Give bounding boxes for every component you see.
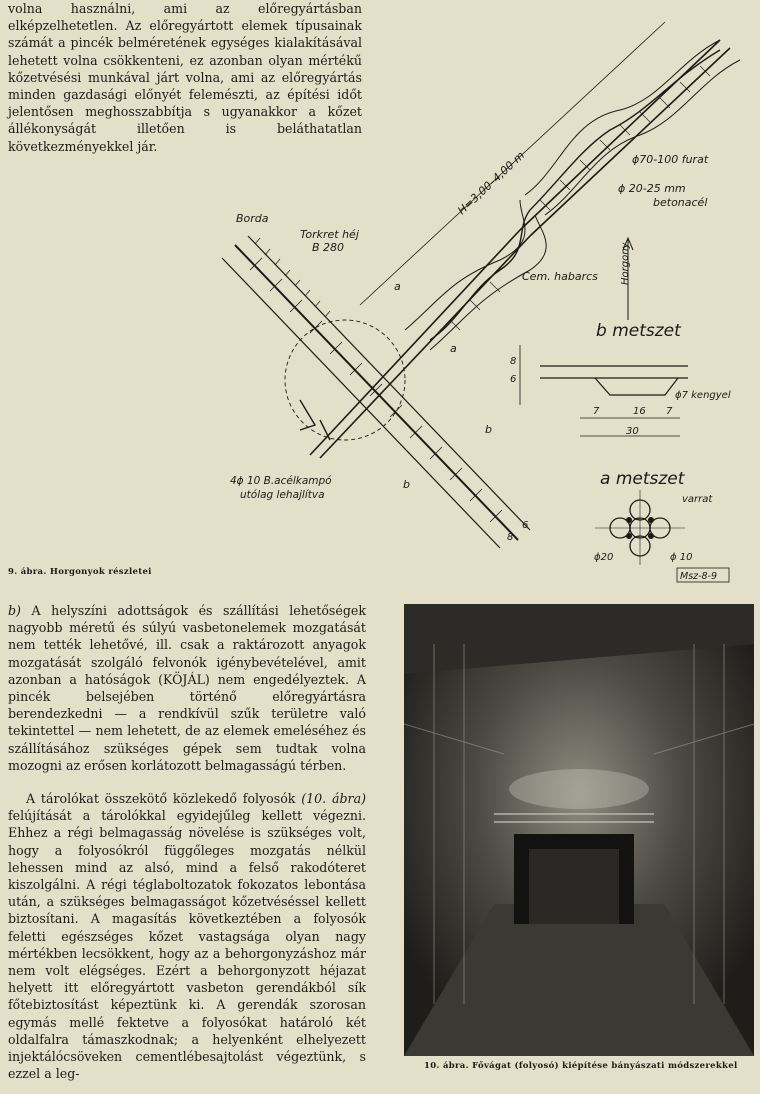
label-mortar: Cem. habarcs bbox=[522, 270, 598, 283]
label-d20: ϕ20 bbox=[594, 552, 614, 563]
paragraph-corridors-text: felújítását a tárolókkal egyidejűleg kellett végezni. Ehhez a régi belmagasság növelése is szükséges volt, hogy a folyosókról függőleges mozgatás nélkül lehessen mind az alsó, mind a felső rakodóteret kiszolgálni. A régi téglaboltozatok fokozatos lebontása után, a szükséges belmagasságot kőzetvéséssel kellett biztosítani. A magasítás következtében a folyosók feletti egészséges kőzet vastagsága olyan nagy mértékben lecsökkent, hogy az a behorgonyzáshoz már nem volt elégséges. Ezért a behorgonyzott héjazat helyett itt előregyártott vasbeton gerendákból sík főtebiztosítást képeztünk ki. A gerendák szorosan egymás mellé fektetve a folyosókat határoló két oldalfalra támaszkodnak; a helyenként elhelyezett injektálócsöveken cementlébesajtolást végeztünk, s ezzel a leg- bbox=[8, 808, 366, 1082]
paragraph-b bbox=[8, 602, 366, 774]
figure-10-caption: 10. ábra. Fővágat (folyosó) kiépítése bányászati módszerekkel bbox=[424, 1061, 738, 1071]
anchor-detail-drawing bbox=[200, 0, 760, 595]
dim-8-shell: 8 bbox=[507, 532, 514, 543]
label-rebar: betonacél bbox=[653, 196, 708, 209]
section-b-title: b metszet bbox=[596, 321, 681, 341]
label-anchor: Horgony bbox=[620, 242, 631, 285]
label-steel-hook: 4ϕ 10 B.acélkampó bbox=[230, 475, 332, 487]
dim-6-shell: 6 bbox=[522, 520, 529, 531]
label-d10: ϕ 10 bbox=[670, 552, 693, 563]
paragraph-corridors-lead: A tárolókat összekötő közlekedő folyosók bbox=[26, 791, 302, 806]
label-torkret: Torkret héj bbox=[300, 228, 359, 241]
dim-8-section: 8 bbox=[510, 356, 517, 367]
dim-7-right: 7 bbox=[666, 406, 673, 417]
label-stirrup: ϕ7 kengyel bbox=[675, 390, 731, 401]
paragraph-corridors bbox=[8, 790, 366, 1082]
section-b-marker: b bbox=[485, 423, 492, 436]
figure-9-caption: 9. ábra. Horgonyok részletei bbox=[8, 567, 152, 577]
label-borehole: ϕ70-100 furat bbox=[632, 153, 709, 166]
corridor-photo-image bbox=[404, 604, 754, 1056]
label-bent-later: utólag lehajlítva bbox=[240, 489, 325, 501]
section-b-marker: b bbox=[403, 478, 410, 491]
paragraph-continuation: volna használni, ami az előregyártásban elképzelhetetlen. Az előregyártott elemek típusainak számát a pincék belméretének egységes kialakításával lehetett volna csökkenteni, ez azonban olyan mértékű kőzetvésési munkával járt volna, ami az előregyártás minden gazdasági előnyét felemészti, az építési időt jelentősen meghosszabbítja s ugyanakkor a kőzet állékonyságát illetően is beláthatatlan következményekkel jár. bbox=[8, 1, 362, 154]
paragraph-b-marker: b) bbox=[8, 603, 21, 618]
figure-stamp: Msz-8-9 bbox=[680, 571, 718, 582]
corridor-photograph bbox=[404, 604, 754, 1056]
label-length: H=3,00–4,00 m bbox=[455, 148, 528, 218]
label-weld: varrat bbox=[682, 494, 713, 505]
section-a-marker: a bbox=[394, 280, 401, 293]
dim-7-left: 7 bbox=[593, 406, 600, 417]
label-torkret-grade: B 280 bbox=[312, 241, 345, 254]
label-borda: Borda bbox=[236, 212, 269, 225]
dim-30: 30 bbox=[626, 426, 639, 437]
section-a-title: a metszet bbox=[600, 469, 685, 489]
dim-16: 16 bbox=[633, 406, 646, 417]
dim-6-section: 6 bbox=[510, 374, 517, 385]
section-a-marker: a bbox=[450, 342, 457, 355]
paragraph-b-text: A helyszíni adottságok és szállítási lehetőségek nagyobb méretű és súlyú vasbetonelemek mozgatását nem tették lehetővé, ill. csak a raktározott anyagok mozgatását szolgáló felvonók igénybevételével, amit azonban a hatóságok (KÖJÁL) nem engedélyeztek. A pincék belsejében történő előregyártásra berendezkedni — a rendkívül szűk területre való tekintettel — nem lehetett, de az elemek emeléséhez és szállításához szükséges gépek sem tudtak volna mozogni az erősen korlátozott belmagasságú térben. bbox=[8, 603, 366, 773]
figure-10-reference: (10. ábra) bbox=[301, 791, 366, 806]
label-rebar-size: ϕ 20-25 mm bbox=[618, 182, 686, 195]
